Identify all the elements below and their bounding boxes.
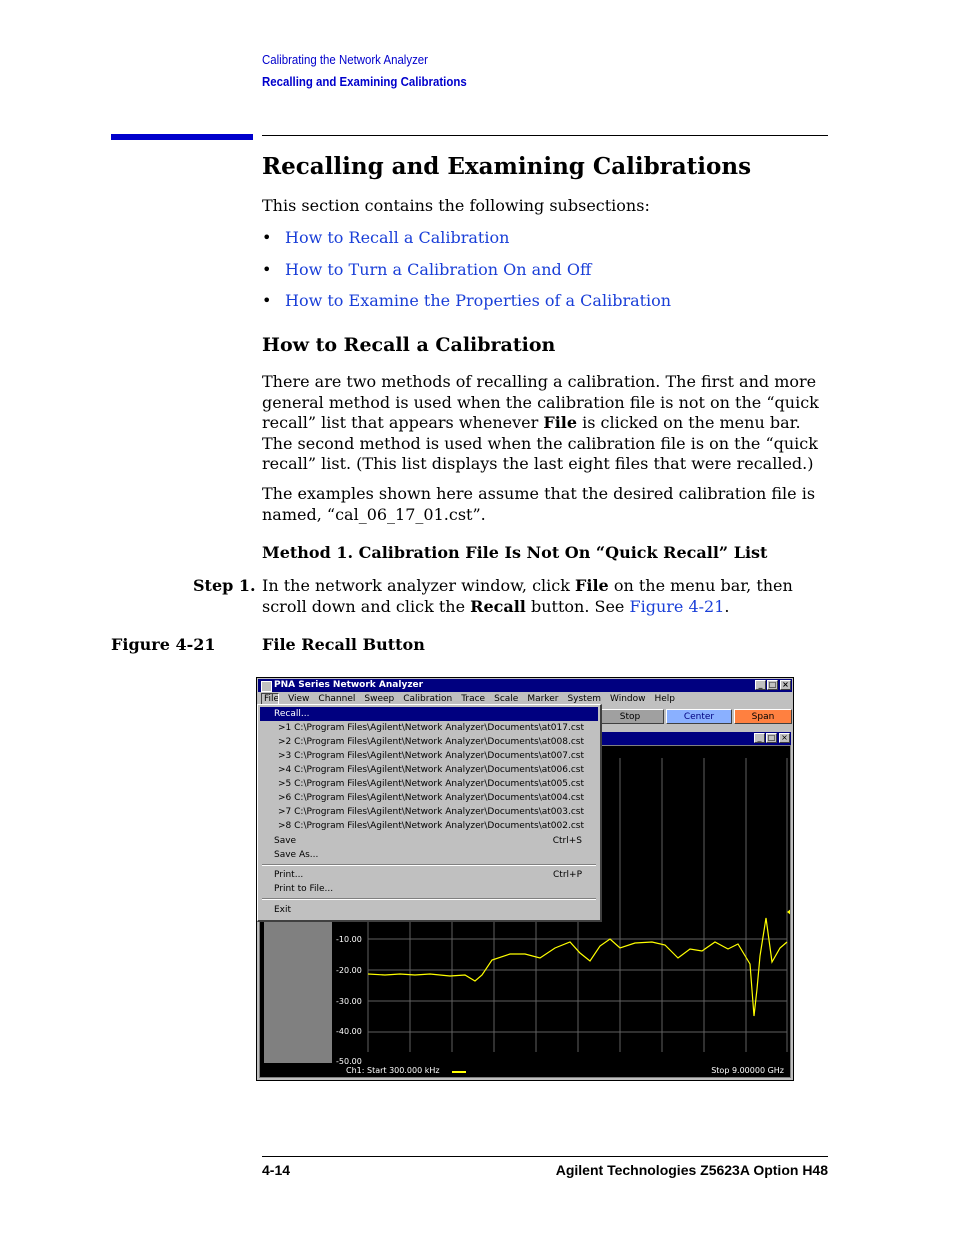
menu-item-label: Save As... <box>274 850 319 860</box>
trace-legend-swatch <box>452 1071 466 1073</box>
step-text-a: In the network analyzer window, click <box>262 576 576 595</box>
minimize-icon[interactable]: _ <box>755 680 766 690</box>
y-label: -40.00 <box>336 1027 362 1036</box>
file-menu-dropdown <box>257 704 602 922</box>
step-recall-bold: Recall <box>470 596 526 616</box>
menu-item-print-to-file[interactable] <box>260 882 598 896</box>
menu-item-recent-file[interactable] <box>260 819 598 833</box>
window-app-icon <box>261 681 272 692</box>
sub-heading: How to Recall a Calibration <box>262 334 556 356</box>
menu-item-recent-file[interactable] <box>260 721 598 735</box>
menu-item-label: >6 C:\Program Files\Agilent\Network Analyzer\Documents\at004.cst <box>278 793 584 803</box>
menu-item-save[interactable] <box>260 834 598 848</box>
section-title: Recalling and Examining Calibrations <box>262 153 752 180</box>
intro-text: This section contains the following subsections: <box>262 196 650 215</box>
bullet: • <box>262 260 272 279</box>
y-label: -20.00 <box>336 966 362 975</box>
child-maximize-icon[interactable]: □ <box>767 733 776 742</box>
link-turn-calibration-on-off[interactable]: How to Turn a Calibration On and Off <box>285 260 592 279</box>
menu-item-save-as[interactable] <box>260 848 598 862</box>
status-stop: Stop 9.00000 GHz <box>711 1066 784 1075</box>
running-header-section: Recalling and Examining Calibrations <box>262 74 467 89</box>
para1-text-a: There are two methods of recalling a calibration. The first and more general method is used when the calibration file is not on the “quick recall” list that appears whenever <box>262 372 819 432</box>
menu-item-label: Print... <box>274 870 304 880</box>
menu-item-recent-file[interactable] <box>260 777 598 791</box>
list-item <box>262 260 592 281</box>
section-rule <box>262 135 828 136</box>
menu-calibration[interactable]: Calibration <box>403 694 453 704</box>
menu-item-print[interactable] <box>260 868 598 882</box>
status-start: Ch1: Start 300.000 kHz <box>346 1066 440 1075</box>
stop-button[interactable]: Stop <box>596 709 664 724</box>
step-file-bold: File <box>575 576 609 595</box>
bullet: • <box>262 291 272 310</box>
menu-item-recent-file[interactable] <box>260 749 598 763</box>
menu-item-label: >4 C:\Program Files\Agilent\Network Analyzer\Documents\at006.cst <box>278 765 584 775</box>
menu-item-recall[interactable] <box>260 707 598 721</box>
child-minimize-icon[interactable]: _ <box>754 733 765 743</box>
step-text-c: on the menu bar, then scroll down and click the <box>262 576 793 616</box>
link-recall-calibration[interactable]: How to Recall a Calibration <box>285 228 510 247</box>
menu-channel[interactable]: Channel <box>318 694 356 704</box>
menu-item-label: >5 C:\Program Files\Agilent\Network Analyzer\Documents\at005.cst <box>278 779 584 789</box>
menu-item-label: Recall... <box>274 709 310 719</box>
menu-item-label: >3 C:\Program Files\Agilent\Network Analyzer\Documents\at007.cst <box>278 751 584 761</box>
close-icon[interactable]: × <box>780 680 791 690</box>
menu-help[interactable]: Help <box>654 694 676 704</box>
link-examine-properties[interactable]: How to Examine the Properties of a Calibration <box>285 291 672 310</box>
menu-item-recent-file[interactable] <box>260 805 598 819</box>
menu-window[interactable]: Window <box>610 694 646 704</box>
menu-item-recent-file[interactable] <box>260 763 598 777</box>
paragraph-example: The examples shown here assume that the desired calibration file is named, “cal_06_17_01.cst”. <box>262 484 816 524</box>
menu-scale[interactable]: Scale <box>494 694 519 704</box>
menu-item-label: Exit <box>274 905 292 915</box>
method-heading: Method 1. Calibration File Is Not On “Quick Recall” List <box>262 543 768 562</box>
menu-system[interactable]: System <box>567 694 601 704</box>
menu-file[interactable]: File <box>264 694 280 704</box>
menu-item-label: Save <box>274 836 297 846</box>
footer-document-title: Agilent Technologies Z5623A Option H48 <box>555 1162 828 1178</box>
child-close-icon[interactable]: × <box>779 733 790 743</box>
para1-file-bold: File <box>543 413 578 432</box>
window-title: PNA Series Network Analyzer <box>274 680 424 690</box>
bullet: • <box>262 228 272 247</box>
window-titlebar <box>258 679 792 692</box>
figure-caption: File Recall Button <box>262 635 425 654</box>
running-header-chapter: Calibrating the Network Analyzer <box>262 52 428 67</box>
menu-sweep[interactable]: Sweep <box>364 694 395 704</box>
menu-view[interactable]: View <box>288 694 310 704</box>
list-item <box>262 228 510 249</box>
center-button[interactable]: Center <box>666 709 732 724</box>
menu-item-label: >7 C:\Program Files\Agilent\Network Analyzer\Documents\at003.cst <box>278 807 584 817</box>
menu-separator <box>262 864 596 866</box>
step-label: Step 1. <box>193 576 256 595</box>
figure-screenshot <box>256 677 794 1081</box>
menu-item-shortcut: Ctrl+S <box>552 836 582 846</box>
section-accent-bar <box>111 134 253 140</box>
menu-item-exit[interactable] <box>260 903 598 917</box>
footer-rule <box>262 1156 828 1157</box>
maximize-icon[interactable]: □ <box>768 680 777 689</box>
menu-item-label: >2 C:\Program Files\Agilent\Network Analyzer\Documents\at008.cst <box>278 737 584 747</box>
footer-page-number: 4-14 <box>262 1162 291 1178</box>
menu-item-recent-file[interactable] <box>260 791 598 805</box>
menu-item-label: Print to File... <box>274 884 334 894</box>
paragraph-methods <box>262 372 828 475</box>
menu-marker[interactable]: Marker <box>527 694 559 704</box>
menu-item-shortcut: Ctrl+P <box>553 870 582 880</box>
span-button[interactable]: Span <box>734 709 792 724</box>
para1-text-c: is clicked on the menu bar. The second method is used when the calibration file is on the “quick recall” list. (This list displays the last eight files that were recalled.) <box>262 413 818 473</box>
menu-item-label: >1 C:\Program Files\Agilent\Network Analyzer\Documents\at017.cst <box>278 723 584 733</box>
step-text <box>262 576 828 617</box>
figure-number: Figure 4-21 <box>111 635 216 654</box>
menu-item-recent-file[interactable] <box>260 735 598 749</box>
menu-trace[interactable]: Trace <box>461 694 486 704</box>
menu-item-label: >8 C:\Program Files\Agilent\Network Analyzer\Documents\at002.cst <box>278 821 584 831</box>
menu-separator <box>262 898 596 900</box>
figure-link[interactable]: Figure 4-21 <box>629 596 725 616</box>
step-text-f: . <box>724 596 730 616</box>
list-item <box>262 291 672 312</box>
y-label: -50.00 <box>336 1057 362 1066</box>
y-label: -10.00 <box>336 935 362 944</box>
y-label: -30.00 <box>336 997 362 1006</box>
step-text-e: button. See <box>525 596 630 616</box>
